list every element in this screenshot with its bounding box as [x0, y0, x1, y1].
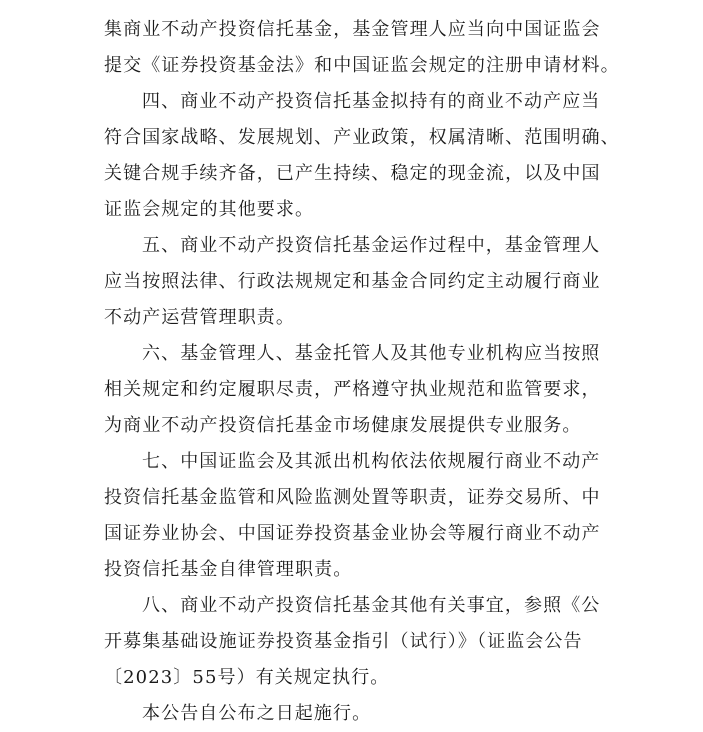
text-line: 应当按照法律、行政法规规定和基金合同约定主动履行商业 [104, 271, 601, 292]
paragraph-start-line: 八、商业不动产投资信托基金其他有关事宜，参照《公 [142, 595, 601, 616]
paragraph-start-line: 四、商业不动产投资信托基金拟持有的商业不动产应当 [142, 91, 601, 112]
text-line: 投资信托基金监管和风险监测处置等职责，证券交易所、中 [104, 487, 601, 508]
text-line: 国证券业协会、中国证券投资基金业协会等履行商业不动产 [104, 523, 601, 544]
text-line: 相关规定和约定履职尽责，严格遵守执业规范和监管要求， [104, 379, 601, 400]
text-line: 〔2023〕55号）有关规定执行。 [104, 667, 390, 688]
text-line: 集商业不动产投资信托基金，基金管理人应当向中国证监会 [104, 19, 601, 40]
paragraph-start-line: 五、商业不动产投资信托基金运作过程中，基金管理人 [142, 235, 601, 256]
text-line: 提交《证券投资基金法》和中国证监会规定的注册申请材料。 [104, 55, 620, 76]
paragraph-start-line: 本公告自公布之日起施行。 [142, 703, 372, 724]
text-line: 证监会规定的其他要求。 [104, 199, 315, 220]
text-line: 开募集基础设施证券投资基金指引（试行）》（证监会公告 [104, 631, 583, 652]
text-line: 不动产运营管理职责。 [104, 307, 295, 328]
text-line: 符合国家战略、发展规划、产业政策，权属清晰、范围明确、 [104, 127, 620, 148]
text-line: 为商业不动产投资信托基金市场健康发展提供专业服务。 [104, 415, 582, 436]
paragraph-start-line: 七、中国证监会及其派出机构依法依规履行商业不动产 [142, 451, 601, 472]
text-line: 关键合规手续齐备，已产生持续、稳定的现金流，以及中国 [104, 163, 601, 184]
document-body [104, 12, 620, 732]
paragraph-start-line: 六、基金管理人、基金托管人及其他专业机构应当按照 [142, 343, 601, 364]
text-line: 投资信托基金自律管理职责。 [104, 559, 353, 580]
